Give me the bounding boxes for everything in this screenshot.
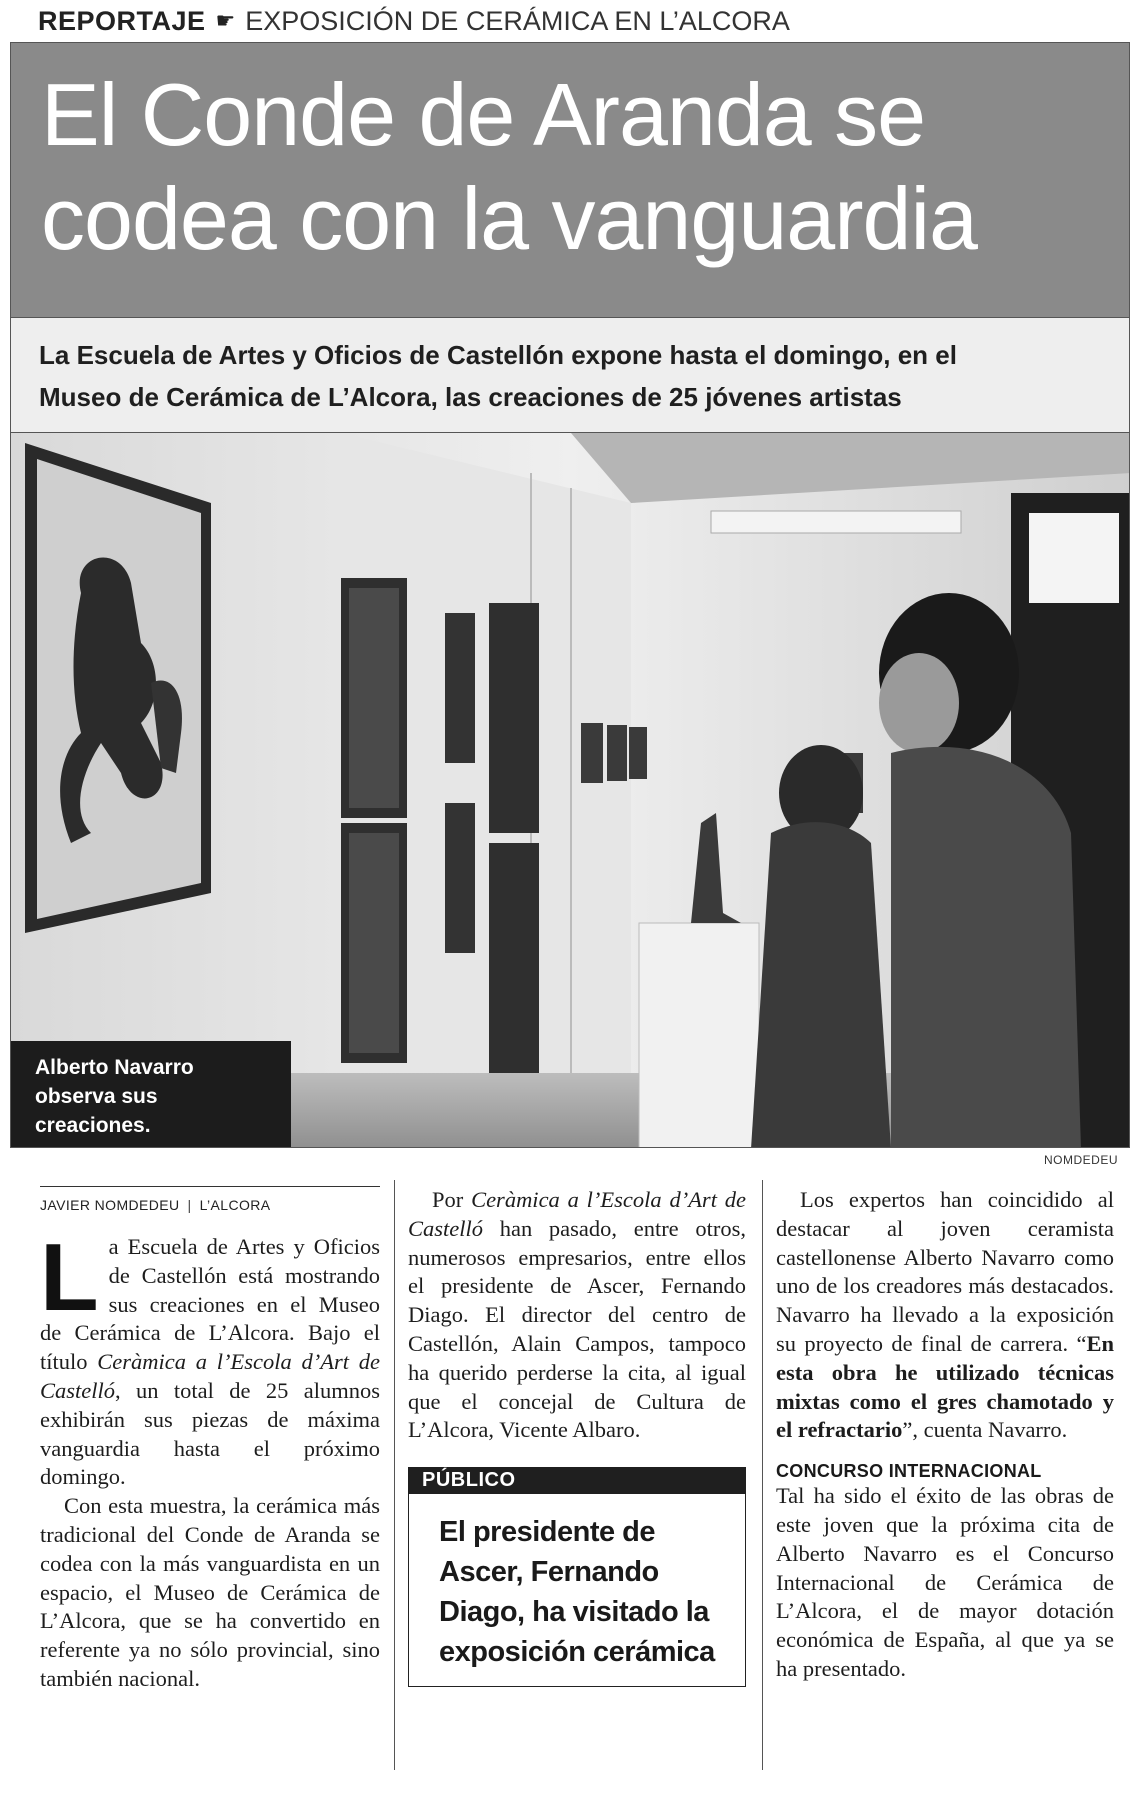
photo-caption bbox=[35, 1053, 267, 1140]
caption-line-3: creaciones. bbox=[35, 1114, 151, 1137]
byline-separator: | bbox=[187, 1197, 192, 1213]
column-1-paragraph-2: Con esta muestra, la cerámica más tradicional del Conde de Aranda se codea con la más vanguardista en un espacio, el Museo de Cerámica de L’Alcora, que se ha convertido en referente ya no sólo provincial, sino también nacional. bbox=[40, 1493, 380, 1691]
column-3-p1-text-b: ”, cuenta Navarro. bbox=[902, 1417, 1068, 1443]
column-3-p1-text-a: Los expertos han coincidido al destacar al joven ceramista castellonense Alberto Navarro como uno de los creadores más destacados. Navarro ha llevado a la exposición su proyecto de final de carrera. “ bbox=[776, 1187, 1114, 1356]
headline-line-2: codea con la vanguardia bbox=[41, 169, 977, 268]
column-1-p1-text-a: a Escuela de Artes y Oficios de Castellón está mostrando sus creaciones en el Museo de Cerámica de L’Alcora. Bajo el título bbox=[40, 1234, 380, 1375]
deck-line-1: La Escuela de Artes y Oficios de Castellón expone hasta el domingo, en el bbox=[39, 340, 957, 370]
column-2-paragraph-1 bbox=[408, 1186, 746, 1445]
caption-line-2: observa sus bbox=[35, 1085, 158, 1108]
section-topic: EXPOSICIÓN DE CERÁMICA EN L’ALCORA bbox=[245, 5, 790, 36]
exhibition-photo bbox=[10, 432, 1130, 1148]
deck-band bbox=[10, 318, 1130, 432]
byline-location: L’ALCORA bbox=[199, 1197, 271, 1213]
byline-author: JAVIER NOMDEDEU bbox=[40, 1197, 180, 1213]
pointing-hand-icon: ☛ bbox=[215, 8, 236, 34]
pull-quote-text: El presidente de Ascer, Fernando Diago, ha visitado la exposición cerámica bbox=[439, 1516, 715, 1669]
headline-line-1: El Conde de Aranda se bbox=[41, 65, 926, 164]
caption-line-1: Alberto Navarro bbox=[35, 1056, 194, 1079]
pull-quote bbox=[408, 1467, 746, 1687]
pull-quote-box bbox=[408, 1494, 746, 1687]
subhead-concurso: CONCURSO INTERNACIONAL bbox=[776, 1461, 1042, 1482]
column-2 bbox=[408, 1186, 746, 1687]
column-rule-2 bbox=[762, 1180, 763, 1770]
drop-cap: L bbox=[40, 1224, 99, 1331]
column-2-p1-text-a: Por bbox=[432, 1187, 472, 1212]
column-3-text-2 bbox=[776, 1482, 1114, 1684]
headline bbox=[41, 63, 1099, 271]
column-1 bbox=[40, 1186, 380, 1694]
column-1-text bbox=[40, 1224, 380, 1694]
deck bbox=[39, 334, 1099, 418]
column-rule-1 bbox=[394, 1180, 395, 1770]
section-bar bbox=[10, 0, 1130, 42]
section-label: REPORTAJE bbox=[38, 5, 206, 36]
column-1-p1-text-b: , un total de 25 alumnos exhibirán sus piezas de máxima vanguardia hasta el próximo domingo. bbox=[40, 1377, 380, 1490]
column-3 bbox=[776, 1186, 1114, 1684]
pull-quote-label: PÚBLICO bbox=[408, 1467, 746, 1494]
column-3-paragraph-1 bbox=[776, 1186, 1114, 1445]
column-2-text bbox=[408, 1186, 746, 1445]
column-1-p1-italic: Ceràmica a l’Escola d’Art de Castelló bbox=[40, 1349, 380, 1403]
headline-band bbox=[10, 42, 1130, 318]
byline bbox=[40, 1186, 380, 1213]
column-1-paragraph-1 bbox=[40, 1224, 380, 1492]
column-3-text bbox=[776, 1186, 1114, 1445]
caption-box bbox=[11, 1041, 291, 1147]
column-3-p1-quote: En esta obra he utilizado técnicas mixtas como el gres chamotado y el refractario bbox=[776, 1330, 1114, 1443]
photo-credit: NOMDEDEU bbox=[1043, 1153, 1118, 1167]
ceramic-panel-large bbox=[25, 443, 211, 933]
column-2-p1-text-b: han pasado, entre otros, numerosos empresarios, entre ellos el presidente de Ascer, Fernando Diago. El director del centro de Castellón, Alain Campos, tampoco ha querido perderse la cita, al igual que el concejal de Cultura de L’Alcora, Vicente Albaro. bbox=[408, 1215, 746, 1443]
deck-line-2: Museo de Cerámica de L’Alcora, las creaciones de 25 jóvenes artistas bbox=[39, 382, 902, 412]
column-2-p1-italic: Ceràmica a l’Escola d’Art de Castelló bbox=[408, 1187, 746, 1241]
column-3-paragraph-2: Tal ha sido el éxito de las obras de este joven que la próxima cita de Alberto Navarro es el Concurso Internacional de Cerámica de L’Alcora, el de mayor dotación económica de España, al que ya se ha presentado. bbox=[776, 1483, 1114, 1681]
